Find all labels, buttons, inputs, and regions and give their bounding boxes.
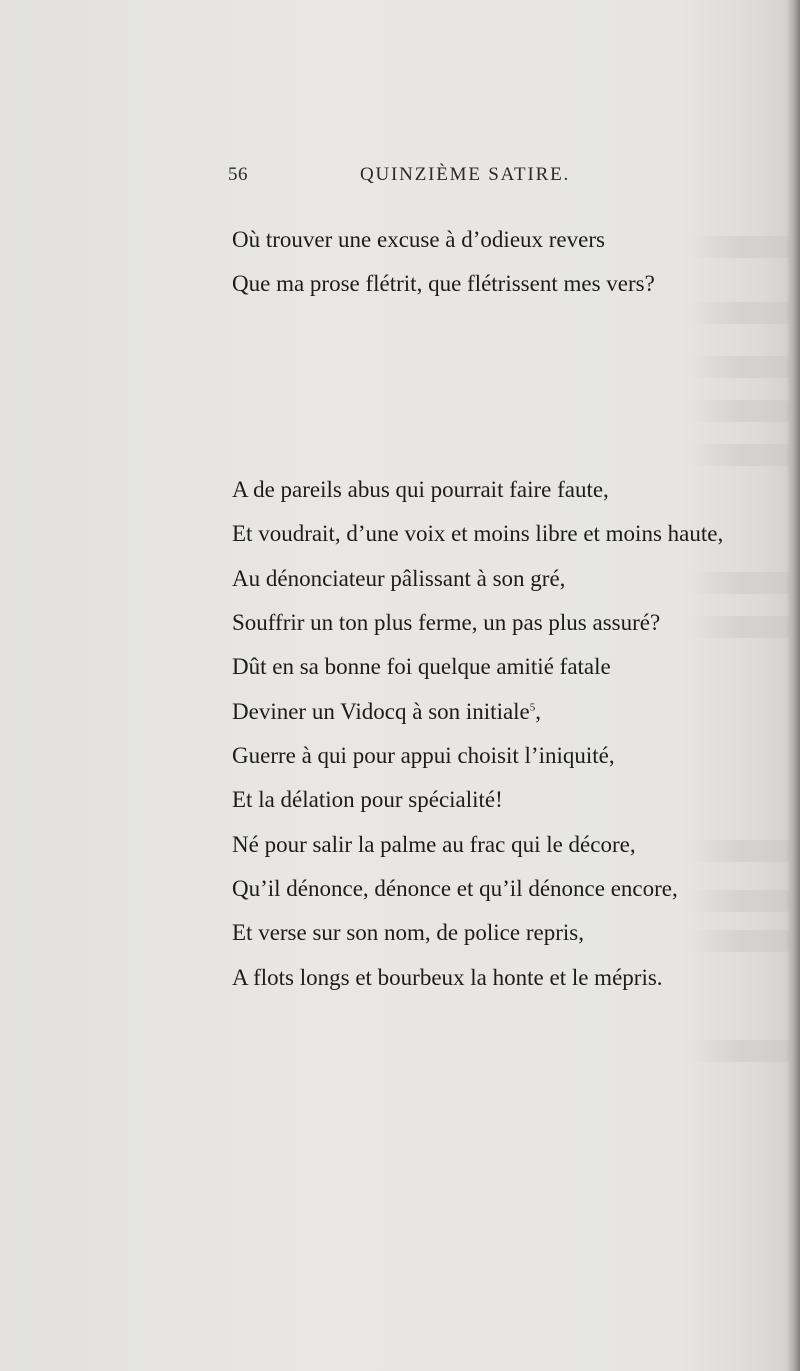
page-number: 56 <box>228 164 248 185</box>
show-through-text <box>690 1040 790 1062</box>
verse-punctuation: , <box>535 699 542 724</box>
show-through-text <box>690 890 790 912</box>
show-through-text <box>690 444 790 466</box>
verse-line: Né pour salir la palme au frac qui le décore, <box>232 832 636 857</box>
verse-line: Souffrir un ton plus ferme, un pas plus assuré? <box>232 610 661 635</box>
show-through-text <box>690 616 790 638</box>
verse-line: Et voudrait, d’une voix et moins libre et moins haute, <box>232 521 724 546</box>
running-title: QUINZIÈME SATIRE. <box>360 164 571 185</box>
verse-line: Qu’il dénonce, dénonce et qu’il dénonce encore, <box>232 876 678 901</box>
verse-line: Dût en sa bonne foi quelque amitié fatale <box>232 654 611 679</box>
verse-line: Au dénonciateur pâlissant à son gré, <box>232 566 566 591</box>
verse-line: Et verse sur son nom, de police repris, <box>232 920 584 945</box>
show-through-text <box>690 236 790 258</box>
running-header <box>0 164 800 194</box>
verse-text: Deviner un Vidocq à son initiale <box>232 699 530 724</box>
verse-line: Et la délation pour spécialité! <box>232 787 503 812</box>
verse-line: A de pareils abus qui pourrait faire faute, <box>232 477 609 502</box>
show-through-text <box>690 302 790 324</box>
show-through-text <box>690 840 790 862</box>
verse-line <box>232 698 541 726</box>
verse-line: Où trouver une excuse à d’odieux revers <box>232 227 605 252</box>
footnote-marker: 5 <box>529 701 536 714</box>
show-through-text <box>690 572 790 594</box>
verse-line: A flots longs et bourbeux la honte et le mépris. <box>232 965 663 990</box>
page-edge-shadow <box>786 0 800 1371</box>
show-through-text <box>690 356 790 378</box>
verse-line: Que ma prose flétrit, que flétrissent mes vers? <box>232 271 655 296</box>
verse-line: Guerre à qui pour appui choisit l’iniquité, <box>232 743 615 768</box>
show-through-text <box>690 930 790 952</box>
show-through-text <box>690 400 790 422</box>
